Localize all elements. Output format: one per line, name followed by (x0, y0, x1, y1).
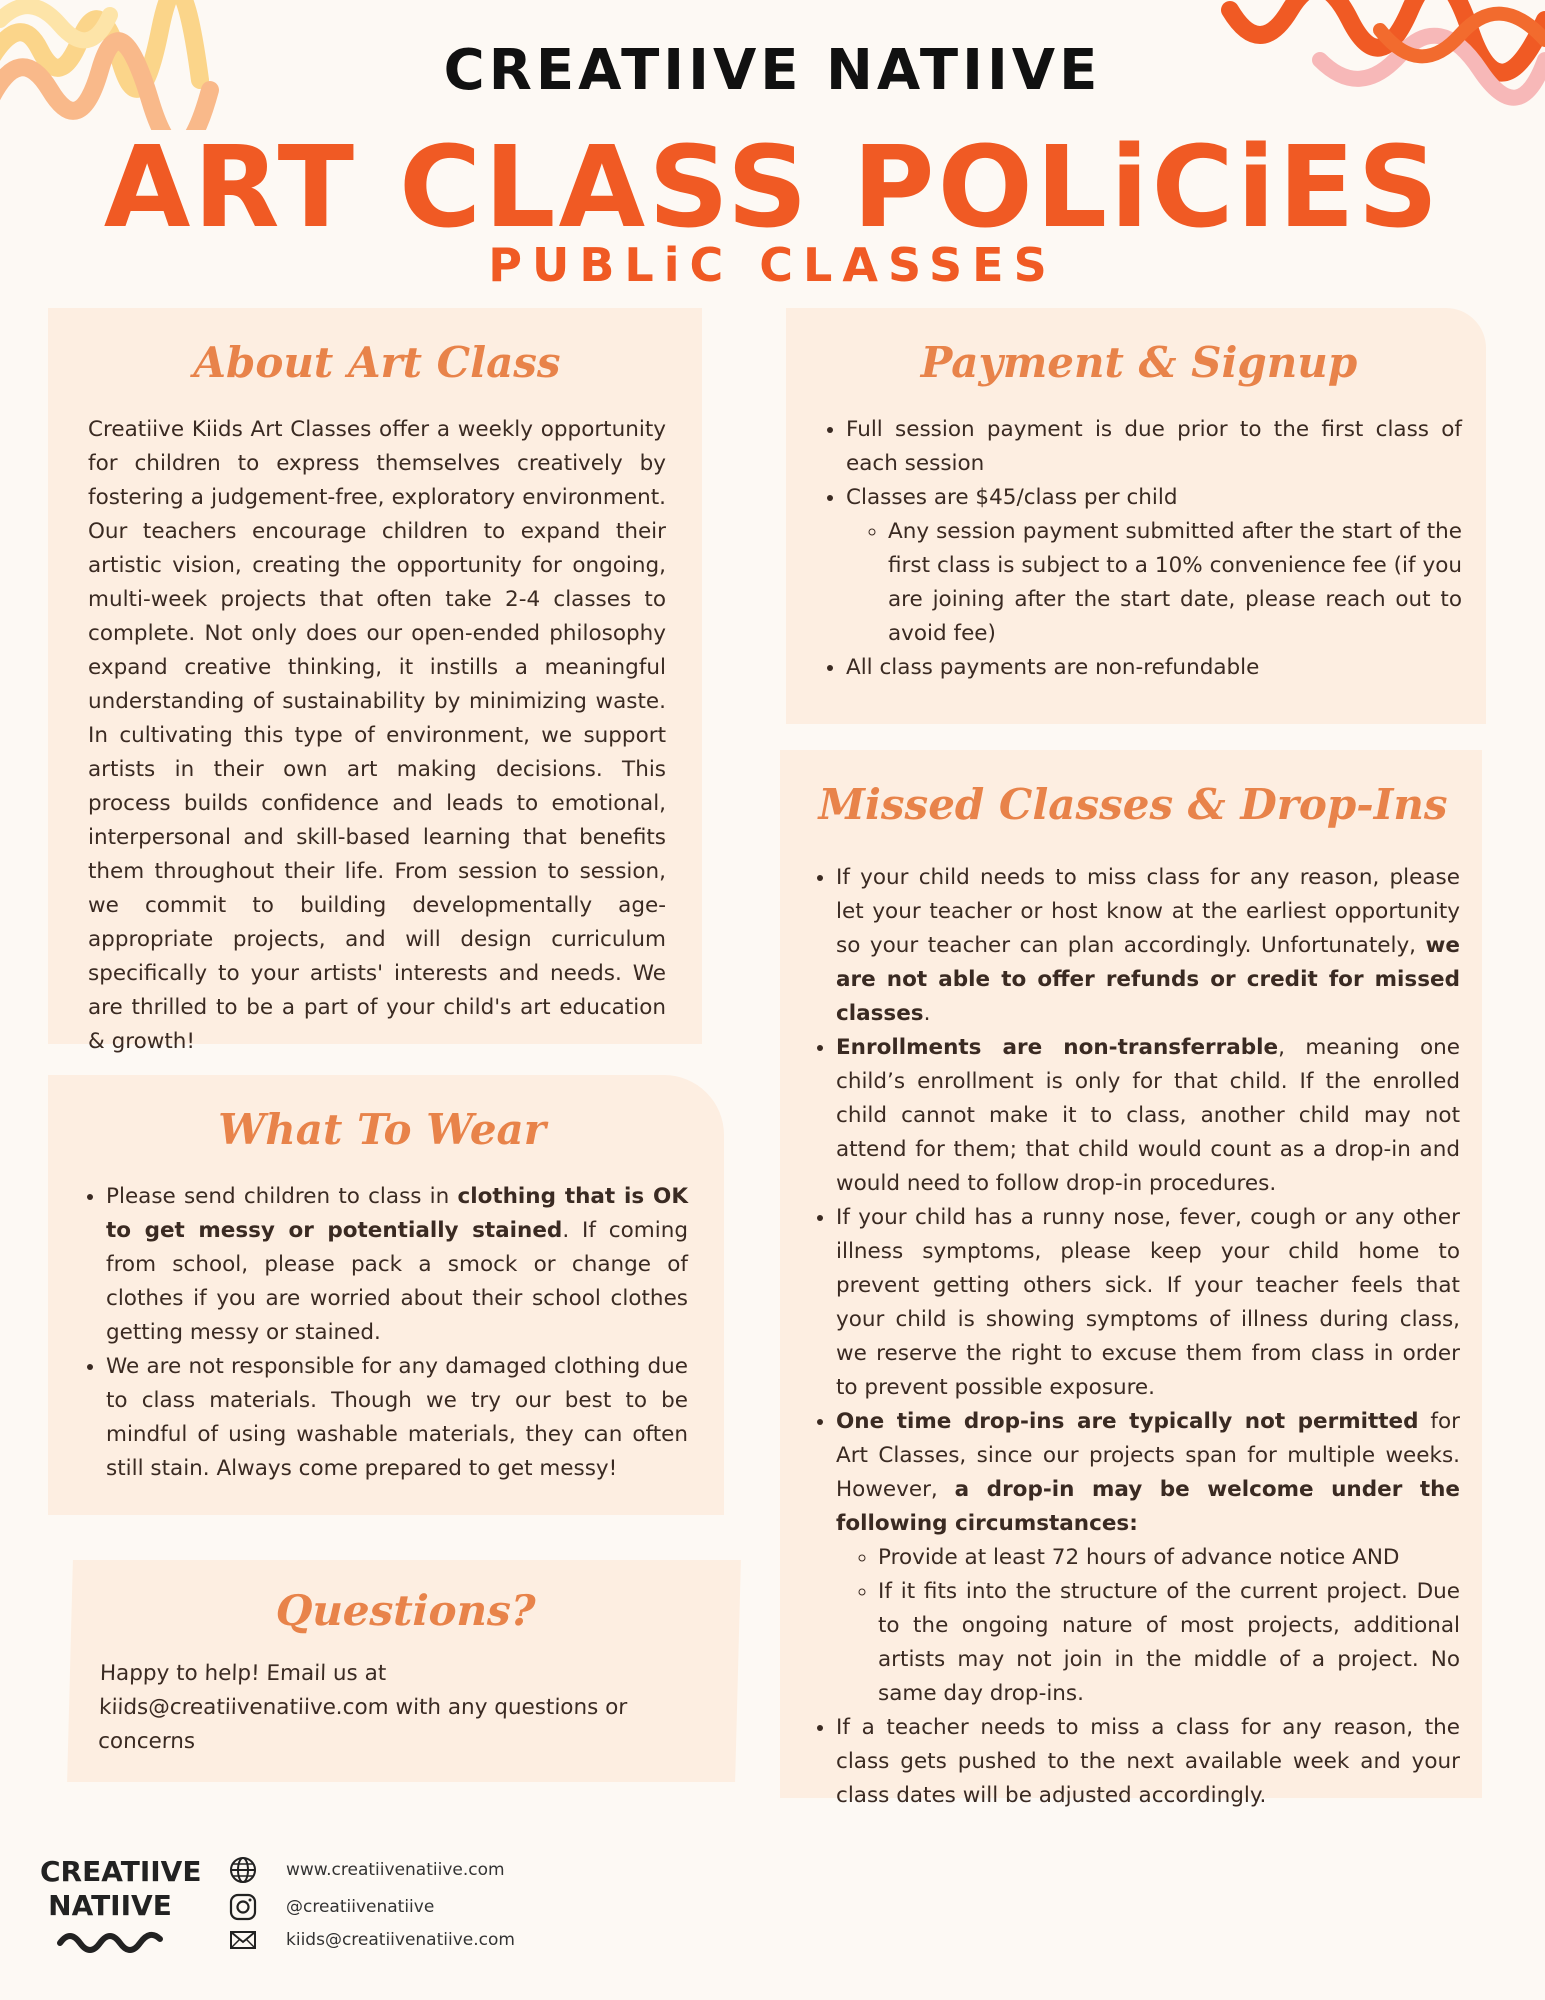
list-item: • If your child needs to miss class for any reason, please let your teacher or host know at the earliest opportunity so your teacher can plan accordingly. Unfortunately, we are not able to offer refunds or credit for missed classes. (836, 861, 1460, 1031)
list-item: • If your child has a runny nose, fever, cough or any other illness symptoms, please keep your child home to prevent getting others sick. If your teacher feels that your child is showing symptoms of illness during class, we reserve the right to excuse them from class in order to prevent possible exposure. (836, 1201, 1460, 1405)
instagram-handle[interactable]: @creatiivenatiive (286, 1897, 435, 1917)
footer-logo: CREATIIVE NATIIVE (40, 1855, 180, 1955)
missed-list (806, 861, 1460, 1813)
instagram-icon (228, 1892, 258, 1922)
contact-email[interactable] (228, 1925, 515, 1955)
list-item: • All class payments are non-refundable (846, 651, 1462, 685)
missed-title: Missed Classes & Drop-Ins (818, 780, 1448, 829)
about-body: Creatiive Kiids Art Classes offer a weekly opportunity for children to express themselves creatively by fostering a judgement-free, exploratory environment. Our teachers encourage children to expand their artistic vision, creating the opportunity for ongoing, multi-week projects that often take 2-4 classes to complete. Not only does our open-ended philosophy expand creative thinking, it instills a meaningful understanding of sustainability by minimizing waste. In cultivating this type of environment, we support artists in their own art making decisions. This process builds confidence and leads to emotional, interpersonal and skill-based learning that benefits them throughout their life. From session to session, we commit to building developmentally age-appropriate projects, and will design curriculum specifically to your artists' interests and needs. We are thrilled to be a part of your child's art education & growth! (88, 417, 666, 1054)
brand-name: CREATIIVE NATIIVE (443, 38, 1102, 103)
missed-card (780, 750, 1482, 1808)
list-item: ◦ If it fits into the structure of the current project. Due to the ongoing nature of most projects, additional artists may not join in the middle of a project. No same day drop-ins. (878, 1575, 1460, 1711)
contact-website[interactable] (228, 1855, 505, 1885)
list-item: • Classes are $45/class per child ◦ Any session payment submitted after the start of the first class is subject to a 10% convenience fee (if you are joining after the start date, please reach out to avoid fee) (846, 481, 1462, 651)
sub-list (836, 1541, 1460, 1711)
about-title: About Art Class (193, 338, 561, 387)
about-card (48, 308, 702, 1054)
mail-icon (228, 1925, 258, 1955)
wear-list (76, 1180, 688, 1486)
payment-list (816, 413, 1462, 685)
questions-title: Questions? (275, 1586, 537, 1635)
list-item: • We are not responsible for any damaged clothing due to class materials. Though we try our best to be mindful of using washable materials, they can often still stain. Always come prepared to get messy! (106, 1350, 688, 1486)
globe-icon (228, 1855, 258, 1885)
questions-body: Happy to help! Email us at kiids@creatiivenatiive.com with any questions or concerns (97, 1661, 628, 1754)
payment-title: Payment & Signup (920, 338, 1358, 387)
email-link[interactable]: kiids@creatiivenatiive.com (286, 1930, 515, 1950)
questions-card (67, 1560, 741, 1782)
website-link[interactable]: www.creatiivenatiive.com (286, 1860, 505, 1880)
wear-card (48, 1075, 724, 1515)
list-item: ◦ Any session payment submitted after the start of the first class is subject to a 10% convenience fee (if you are joining after the start date, please reach out to avoid fee) (888, 515, 1462, 651)
page-subtitle: PUBLiC CLASSES (488, 238, 1057, 292)
list-item: • Full session payment is due prior to the first class of each session (846, 413, 1462, 481)
list-item: • Enrollments are non-transferrable, meaning one child’s enrollment is only for that child. If the enrolled child cannot make it to class, another child may not attend for them; that child would count as a drop-in and would need to follow drop-in procedures. (836, 1031, 1460, 1201)
list-item: • One time drop-ins are typically not permitted for Art Classes, since our projects span for multiple weeks. However, a drop-in may be welcome under the following circumstances: ◦ Provide at least 72 hours of advance notice AND ◦ If it fits into the structure of the current project. Due to the ongoing nature of most projects, additional artists may not join in the middle of a project. No same day drop-ins. (836, 1405, 1460, 1711)
list-item: • If a teacher needs to miss a class for any reason, the class gets pushed to the next available week and your class dates will be adjusted accordingly. (836, 1711, 1460, 1813)
contact-instagram[interactable] (228, 1892, 434, 1922)
squiggle-icon (55, 1925, 165, 1955)
list-item: • Please send children to class in clothing that is OK to get messy or potentially stained. If coming from school, please pack a smock or change of clothes if you are worried about their school clothes getting messy or stained. (106, 1180, 688, 1350)
payment-card (786, 308, 1486, 724)
list-item: ◦ Provide at least 72 hours of advance notice AND (878, 1541, 1460, 1575)
page-title: ART CLASS POLiCiES (103, 123, 1442, 253)
sub-list (846, 515, 1462, 651)
wear-title: What To Wear (218, 1105, 546, 1154)
